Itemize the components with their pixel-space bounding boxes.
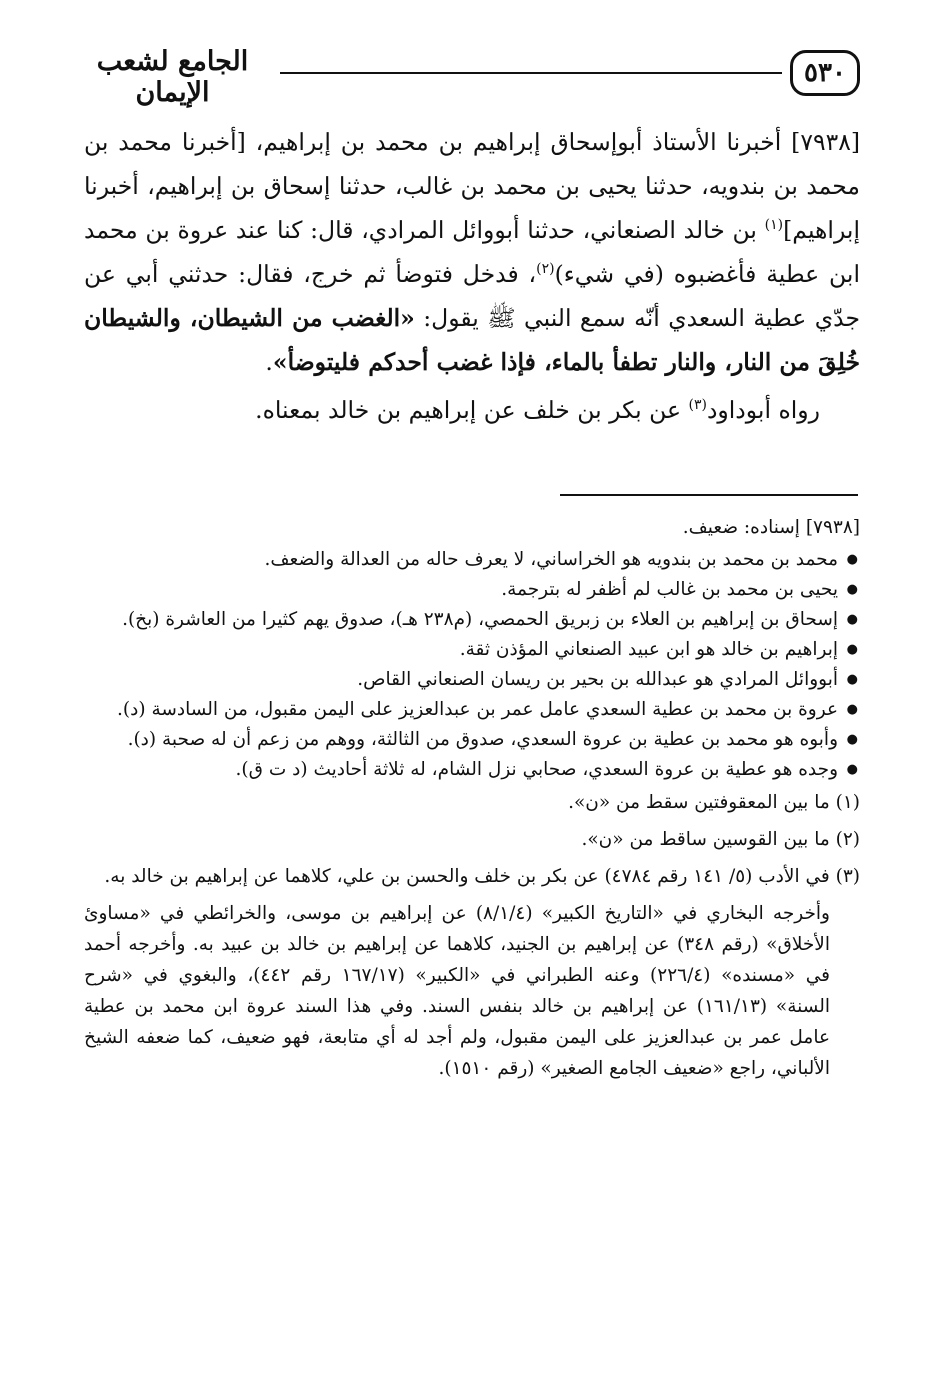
hadith-text: [84, 120, 860, 432]
footnote-separator: [560, 494, 858, 496]
narrator-note: ● أبووائل المرادي هو عبدالله بن بحير بن ريسان الصنعاني القاص.: [84, 665, 860, 695]
footnote-ref-2: (٢): [536, 261, 555, 278]
narrator-note: ● محمد بن محمد بن بندويه هو الخراساني، لا يعرف حاله من العدالة والضعف.: [84, 545, 860, 575]
header-rule: [280, 72, 782, 74]
isnad-heading: [٧٩٣٨] إسناده: ضعيف.: [682, 517, 860, 538]
narrator-list: [84, 545, 860, 785]
footnote-ref-3: (٣): [688, 397, 707, 414]
book-title: الجامع لشعب الإيمان: [96, 46, 249, 108]
narrator-note: ● إبراهيم بن خالد هو ابن عبيد الصنعاني المؤذن ثقة.: [84, 635, 860, 665]
footnotes: [84, 512, 860, 1084]
page-header: [70, 38, 860, 108]
narration-b: عن بكر بن خلف عن إبراهيم بن خالد بمعناه.: [255, 396, 689, 424]
hadith-part-3: ، فدخل فتوضأ ثم خرج، فقال: حدثني أبي عن جدّي عطية السعدي أنّه سمع النبي ﷺ يقول:: [84, 260, 860, 332]
footnote-ref-1: (١): [764, 217, 784, 234]
hadith-part-1: [٧٩٣٨] أخبرنا الأستاذ أبوإسحاق إبراهيم بن محمد بن إبراهيم، [أخبرنا محمد بن محمد بن بندويه، حدثنا يحيى بن محمد بن غالب، حدثنا إسحاق بن إبراهيم، أخبرنا إبراهيم]: [84, 128, 860, 244]
narrator-note: ● إسحاق بن إبراهيم بن العلاء بن زبريق الحمصي، (م٢٣٨ هـ)، صدوق يهم كثيرا من العاشرة (بخ).: [84, 605, 860, 635]
footnote-1: (١) ما بين المعقوفتين سقط من «ن».: [568, 792, 860, 813]
prophetic-quote: «الغضب من الشيطان، والشيطان خُلِقَ من النار، والنار تطفأ بالماء، فإذا غضب أحدكم فليتوضأ»: [84, 304, 860, 376]
hadith-end: .: [265, 348, 273, 376]
footnote-3: (٣) في الأدب (٥/ ١٤١ رقم ٤٧٨٤) عن بكر بن خلف والحسن بن علي، كلاهما عن إبراهيم بن خالد به.: [104, 866, 860, 887]
footnote-3-extra: وأخرجه البخاري في «التاريخ الكبير» (٨/١/٤) عن إبراهيم بن موسى، والخرائطي في «مساوئ الأخلاق» (رقم ٣٤٨) عن إبراهيم بن الجنيد، كلاهما عن إبراهيم بن خالد بن عبيد به. وأخرجه أحمد في «مسنده» (٢٢٦/٤) وعنه الطبراني في «الكبير» (١٦٧/١٧ رقم ٤٤٢)، والبغوي في «شرح السنة» (١٦١/١٣) عن إبراهيم بن خالد بنفس السند. وفي هذا السند عروة ابن محمد بن عطية عامل عمر بن عبدالعزيز على اليمن مقبول، ولم أجد له أي متابعة، فهو ضعيف، كما ضعفه الشيخ الألباني، راجع «ضعيف الجامع الصغير» (رقم ١٥١٠).: [84, 903, 831, 1079]
hadith-part-2: بن خالد الصنعاني، حدثنا أبووائل المرادي، قال: كنا عند عروة بن محمد ابن عطية فأغضبوه (في شيء): [84, 216, 860, 288]
footnote-2: (٢) ما بين القوسين ساقط من «ن».: [581, 829, 860, 850]
hadith-paragraph: [84, 120, 860, 384]
narrator-note: ● يحيى بن محمد بن غالب لم أظفر له بترجمة.: [84, 575, 860, 605]
narrator-note: ● وأبوه هو محمد بن عطية بن عروة السعدي، صدوق من الثالثة، ووهم من زعم أن له صحبة (د).: [84, 725, 860, 755]
narrator-note: ● وجده هو عطية بن عروة السعدي، صحابي نزل الشام، له ثلاثة أحاديث (د ت ق).: [84, 755, 860, 785]
narration-a: رواه أبوداود: [706, 396, 820, 424]
page-number: ٥٣٠: [790, 50, 860, 96]
narrator-note: ● عروة بن محمد بن عطية السعدي عامل عمر بن عبدالعزيز على اليمن مقبول، من السادسة (د).: [84, 695, 860, 725]
narration-line: [84, 388, 860, 432]
